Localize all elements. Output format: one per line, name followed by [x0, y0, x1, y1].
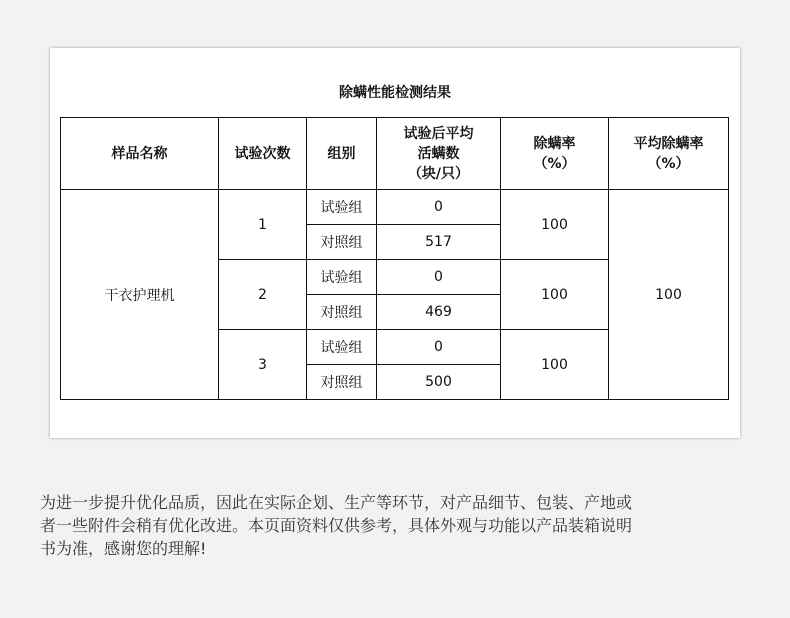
header-average-rate-line1: 平均除螨率 — [633, 135, 704, 152]
live-mites-cell: 0 — [377, 190, 501, 225]
live-mites-cell: 0 — [377, 330, 501, 365]
header-trial-count: 试验次数 — [219, 118, 307, 190]
trial-number-cell: 2 — [219, 260, 307, 330]
group-label-cell: 试验组 — [307, 330, 377, 365]
removal-rate-cell: 100 — [501, 330, 609, 400]
header-live-mites-line3: （块/只） — [407, 165, 470, 182]
group-label-cell: 对照组 — [307, 225, 377, 260]
group-label-cell: 对照组 — [307, 295, 377, 330]
table-caption: 除螨性能检测结果 — [339, 85, 451, 101]
removal-rate-cell: 100 — [501, 260, 609, 330]
live-mites-cell: 500 — [377, 365, 501, 400]
header-group: 组别 — [307, 118, 377, 190]
header-removal-rate-line2: （%） — [533, 155, 576, 172]
live-mites-cell: 469 — [377, 295, 501, 330]
header-row — [61, 118, 729, 190]
header-sample-name: 样品名称 — [61, 118, 219, 190]
trial-number-cell: 3 — [219, 330, 307, 400]
header-average-rate — [609, 118, 729, 190]
header-average-rate-line2: （%） — [647, 155, 690, 172]
report-card — [50, 48, 740, 438]
disclaimer-line: 为进一步提升优化品质，因此在实际企划、生产等环节，对产品细节、包装、产地或 — [40, 493, 633, 512]
trial-number-cell: 1 — [219, 190, 307, 260]
group-label-cell: 对照组 — [307, 365, 377, 400]
removal-rate-cell: 100 — [501, 190, 609, 260]
disclaimer-line: 者一些附件会稍有优化改进。本页面资料仅供参考，具体外观与功能以产品装箱说明 — [40, 516, 633, 535]
sample-name-cell: 干衣护理机 — [61, 190, 219, 400]
header-removal-rate — [501, 118, 609, 190]
group-label-cell: 试验组 — [307, 260, 377, 295]
header-live-mites-line2: 活螨数 — [417, 145, 460, 162]
mite-removal-table — [60, 117, 729, 400]
live-mites-cell: 0 — [377, 260, 501, 295]
table-row — [61, 190, 729, 225]
header-live-mites — [377, 118, 501, 190]
header-live-mites-line1: 试验后平均 — [403, 125, 474, 142]
disclaimer-line: 书为准，感谢您的理解! — [40, 539, 207, 558]
disclaimer-note — [40, 491, 755, 560]
average-rate-cell: 100 — [609, 190, 729, 400]
header-removal-rate-line1: 除螨率 — [533, 135, 576, 152]
group-label-cell: 试验组 — [307, 190, 377, 225]
live-mites-cell: 517 — [377, 225, 501, 260]
